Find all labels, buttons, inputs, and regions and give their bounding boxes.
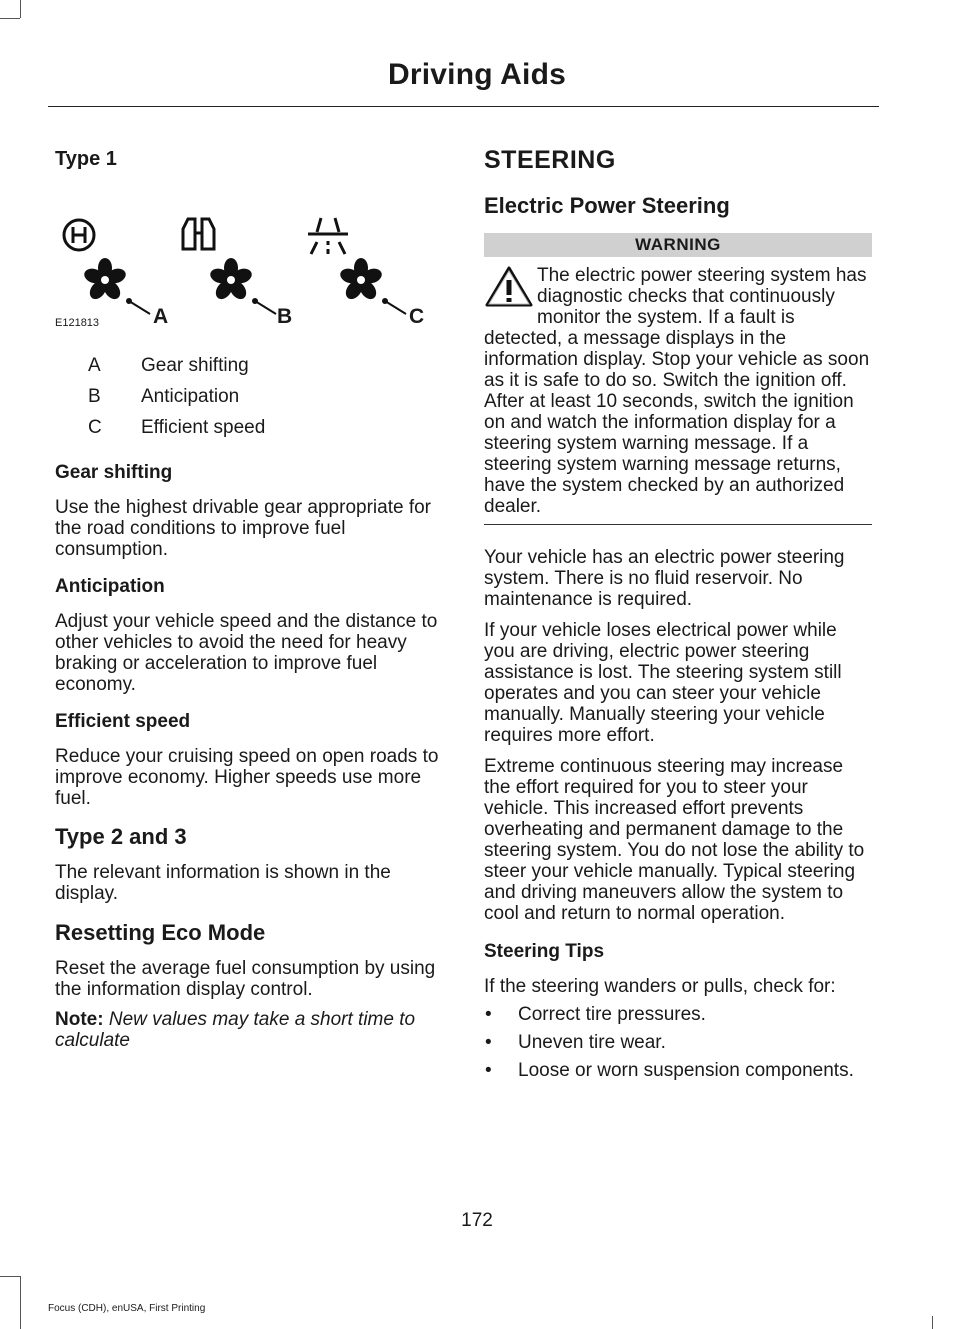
eco-mode-illustration <box>55 187 447 353</box>
list-item <box>484 1032 872 1053</box>
figure-letter-c: C <box>409 305 425 328</box>
note-text: New values may take a short time to calculate <box>55 1009 416 1051</box>
list-item <box>484 1060 872 1081</box>
crop-mark <box>0 1276 20 1277</box>
warning-text: The electric power steering system has diagnostic checks that continuously monitor the system. If a fault is detected, a message displays in the information display. Stop your vehicle as soon as it is safe to do so. Switch the ignition off. After at least 10 seconds, switch the ignition on and watch the information display for a steering system warning message. If a steering system warning message returns, have the system checked by an authorized dealer. <box>484 265 870 517</box>
eps-paragraph-1: Your vehicle has an electric power steering system. There is no fluid reservoir. No maintenance is required. <box>484 547 845 610</box>
eps-paragraph-3: Extreme continuous steering may increase the effort required for you to steer your vehicle. This increased effort prevents overheating and permanent damage to the steering system. You do not lose the ability to steer your vehicle manually. Typical steering and driving maneuvers allow the system to cool and return to normal operation. <box>484 756 865 924</box>
legend-row <box>55 386 447 407</box>
steering-tips-heading: Steering Tips <box>484 941 605 962</box>
crop-mark <box>0 18 20 19</box>
leaf-flower-icon <box>338 258 406 314</box>
eco-mode-figure <box>55 189 447 355</box>
list-item-text: Loose or worn suspension components. <box>518 1060 854 1081</box>
legend-row <box>55 355 447 376</box>
note <box>55 1009 447 1051</box>
legend-key: C <box>88 417 102 438</box>
figure-letter-b: B <box>277 305 293 328</box>
legend-key: B <box>88 386 101 407</box>
bullet: • <box>485 1032 492 1053</box>
efficient-speed-text: Reduce your cruising speed on open roads to improve economy. Higher speeds use more fuel. <box>55 746 439 809</box>
crop-mark <box>20 0 21 18</box>
warning-rule <box>484 524 872 525</box>
type23-text: The relevant information is shown in the display. <box>55 862 391 904</box>
electric-power-steering-heading: Electric Power Steering <box>484 193 730 218</box>
warning-triangle-icon <box>484 265 534 309</box>
leaf-flower-icon <box>82 258 150 314</box>
footer-edition: Focus (CDH), enUSA, First Printing <box>48 1303 206 1314</box>
anticipation-heading: Anticipation <box>55 576 165 597</box>
steering-heading: STEERING <box>484 146 616 174</box>
crop-mark <box>20 1276 21 1329</box>
legend-key: A <box>88 355 101 376</box>
list-item-text: Correct tire pressures. <box>518 1004 706 1025</box>
warning-banner: WARNING <box>484 233 872 257</box>
page-number: 172 <box>461 1210 493 1231</box>
right-column <box>484 140 872 1088</box>
left-column <box>55 140 447 1051</box>
figure-legend <box>55 355 447 438</box>
eps-paragraph-2: If your vehicle loses electrical power while you are driving, electric power steering assistance is lost. The steering system still operates and you can steer your vehicle manually. Manually steering your vehicle requires more effort. <box>484 620 842 746</box>
crop-mark <box>932 1316 933 1329</box>
bullet: • <box>485 1004 492 1025</box>
figure-code: E121813 <box>55 317 100 329</box>
resetting-eco-mode-heading: Resetting Eco Mode <box>55 920 266 945</box>
efficient-speed-heading: Efficient speed <box>55 711 191 732</box>
bullet: • <box>485 1060 492 1081</box>
leaf-flower-icon <box>208 258 276 314</box>
binoculars-icon <box>183 219 214 249</box>
header-rule <box>48 106 879 107</box>
figure-letter-a: A <box>153 305 169 328</box>
page-title: Driving Aids <box>388 58 566 91</box>
legend-label: Gear shifting <box>141 355 249 376</box>
gear-shift-icon <box>64 220 94 250</box>
gear-shifting-heading: Gear shifting <box>55 462 173 483</box>
steering-tips-intro: If the steering wanders or pulls, check for: <box>484 976 836 997</box>
gear-shifting-text: Use the highest drivable gear appropriate for the road conditions to improve fuel consumption. <box>55 497 432 560</box>
resetting-eco-mode-text: Reset the average fuel consumption by using the information display control. <box>55 958 436 1000</box>
legend-label: Anticipation <box>141 386 240 407</box>
list-item <box>484 1004 872 1025</box>
steering-tips-list <box>484 1004 872 1081</box>
note-label: Note: <box>55 1009 104 1030</box>
type23-heading: Type 2 and 3 <box>55 824 187 849</box>
warning-box <box>484 265 872 517</box>
legend-row <box>55 417 447 438</box>
road-icon <box>308 218 348 254</box>
anticipation-text: Adjust your vehicle speed and the distance to other vehicles to avoid the need for heavy braking or acceleration to improve fuel economy. <box>55 611 438 695</box>
type1-heading: Type 1 <box>55 148 117 170</box>
legend-label: Efficient speed <box>141 417 266 438</box>
list-item-text: Uneven tire wear. <box>518 1032 666 1053</box>
